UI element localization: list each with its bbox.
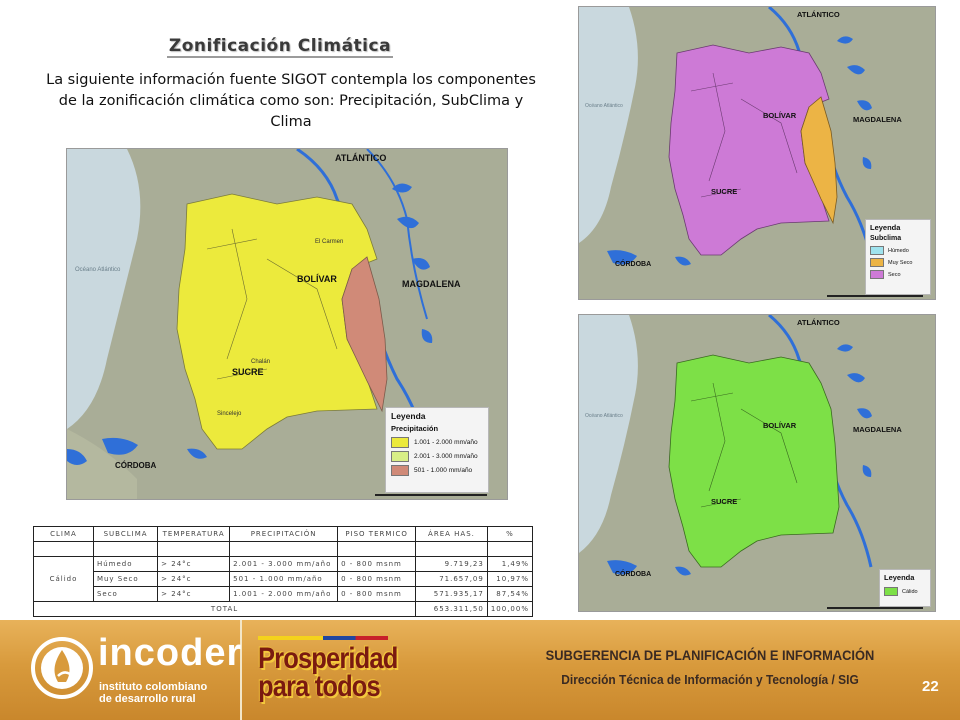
header-area: ÁREA HAS. (416, 527, 488, 542)
legend-item (391, 465, 483, 476)
slide-number: 22 (922, 678, 939, 695)
legend-item-label: 2.001 - 3.000 mm/año (414, 453, 478, 460)
footer-line1: SUBGERENCIA DE PLANIFICACIÓN E INFORMACIÓN (545, 647, 875, 663)
legend-item-label: Seco (888, 271, 901, 278)
cell-blank (487, 542, 532, 557)
subclima-legend (865, 219, 931, 295)
label-cordoba: CÓRDOBA (615, 261, 652, 268)
incoder-logo-icon (30, 636, 94, 700)
legend-item (391, 437, 483, 448)
slide-title (60, 36, 500, 56)
precipitation-legend-subtitle: Precipitación (391, 424, 439, 433)
incoder-subtitle-line1: instituto colombiano (99, 681, 208, 693)
footer-line2: Dirección Técnica de Información y Tecnología / SIG (561, 672, 859, 687)
legend-swatch (391, 465, 409, 476)
cell-temperatura: > 24°c (158, 572, 230, 587)
legend-item (870, 246, 926, 255)
cell-percent: 10,97% (487, 572, 532, 587)
label-ocean: Océano Atlántico (585, 103, 623, 109)
label-town-sincelejo: Sincelejo (217, 411, 242, 417)
incoder-wordmark: incoder (98, 632, 243, 674)
legend-swatch (870, 246, 884, 255)
precipitation-map (66, 148, 508, 500)
cell-total-percent: 100,00% (487, 602, 532, 617)
cell-blank (34, 542, 94, 557)
cell-blank (158, 542, 230, 557)
label-cordoba: CÓRDOBA (615, 571, 652, 578)
clima-map (578, 314, 936, 612)
table-row (34, 542, 533, 557)
legend-item-label: Muy Seco (888, 259, 913, 266)
legend-swatch (870, 270, 884, 279)
cell-area: 571.935,17 (416, 587, 488, 602)
cell-subclima: Muy Seco (93, 572, 157, 587)
clima-legend (879, 569, 931, 607)
legend-item-label: 1.001 - 2.000 mm/año (414, 439, 478, 446)
legend-swatch (870, 258, 884, 267)
footer-band (0, 620, 960, 720)
label-bolivar: BOLÍVAR (763, 111, 797, 120)
precipitation-legend (385, 407, 489, 493)
cell-precipitacion: 501 - 1.000 mm/año (230, 572, 338, 587)
cell-subclima: Seco (93, 587, 157, 602)
subclima-map (578, 6, 936, 300)
legend-item-label: 501 - 1.000 mm/año (414, 467, 473, 474)
cell-temperatura: > 24°c (158, 587, 230, 602)
label-ocean: Océano Atlántico (585, 413, 623, 419)
table-header-row (34, 527, 533, 542)
cell-piso-termico: 0 - 800 msnm (338, 572, 416, 587)
label-atlantico: ATLÁNTICO (797, 10, 840, 19)
legend-item (391, 451, 483, 462)
header-clima: CLIMA (34, 527, 94, 542)
cell-area: 71.657,09 (416, 572, 488, 587)
label-bolivar: BOLÍVAR (763, 421, 797, 430)
cell-blank (416, 542, 488, 557)
label-town-el-carmen: El Carmen (315, 239, 344, 245)
cell-blank (338, 542, 416, 557)
label-atlantico: ATLÁNTICO (797, 318, 840, 327)
header-piso-termico: PISO TERMICO (338, 527, 416, 542)
label-sucre: SUCRE (232, 367, 264, 377)
prosperidad-logo-line2: para todos (258, 670, 380, 703)
clima-legend-title: Leyenda (884, 573, 915, 582)
incoder-subtitle-line2: de desarrollo rural (99, 693, 196, 705)
slide-title-text: Zonificación Climática (168, 36, 392, 56)
legend-item (884, 587, 926, 596)
header-precipitacion: PRECIPITACIÓN (230, 527, 338, 542)
cell-total-area: 653.311,50 (416, 602, 488, 617)
cell-precipitacion: 2.001 - 3.000 mm/año (230, 557, 338, 572)
legend-item (870, 270, 926, 279)
header-temperatura: TEMPERATURA (158, 527, 230, 542)
cell-subclima: Húmedo (93, 557, 157, 572)
label-ocean: Océano Atlántico (75, 267, 121, 273)
precipitation-legend-title: Leyenda (391, 411, 426, 421)
table-total-row (34, 602, 533, 617)
label-bolivar: BOLÍVAR (297, 274, 337, 284)
prosperidad-logo-line1: Prosperidad (258, 642, 398, 675)
legend-swatch (391, 437, 409, 448)
table-row (34, 587, 533, 602)
legend-item-label: Húmedo (888, 247, 909, 254)
subclima-legend-title: Leyenda (870, 223, 901, 232)
cell-piso-termico: 0 - 800 msnm (338, 557, 416, 572)
cell-area: 9.719,23 (416, 557, 488, 572)
cell-percent: 87,54% (487, 587, 532, 602)
table-row (34, 557, 533, 572)
colombia-flag-stripe (258, 636, 388, 640)
legend-item-label: Cálido (902, 588, 918, 595)
legend-swatch (391, 451, 409, 462)
label-magdalena: MAGDALENA (853, 425, 902, 434)
cell-clima: Cálido (34, 557, 94, 602)
label-atlantico: ATLÁNTICO (335, 153, 387, 163)
legend-item (870, 258, 926, 267)
intro-text: La siguiente información fuente SIGOT contempla los componentes de la zonificación climática como son: Precipitación, SubClima y Clima (46, 72, 536, 130)
cell-temperatura: > 24°c (158, 557, 230, 572)
label-sucre: SUCRE (711, 497, 738, 506)
incoder-subtitle (99, 681, 207, 705)
clima-map-graphic (579, 315, 935, 611)
label-sucre: SUCRE (711, 187, 738, 196)
table-row (34, 572, 533, 587)
legend-swatch (884, 587, 898, 596)
cell-precipitacion: 1.001 - 2.000 mm/año (230, 587, 338, 602)
cell-piso-termico: 0 - 800 msnm (338, 587, 416, 602)
cell-percent: 1,49% (487, 557, 532, 572)
label-magdalena: MAGDALENA (402, 279, 461, 289)
label-magdalena: MAGDALENA (853, 115, 902, 124)
header-subclima: SUBCLIMA (93, 527, 157, 542)
cell-total-label: TOTAL (34, 602, 416, 617)
zonification-table (33, 526, 533, 617)
subclima-legend-subtitle: Subclima (870, 235, 902, 242)
label-town-chalan: Chalán (251, 359, 271, 365)
cell-blank (230, 542, 338, 557)
header-percent: % (487, 527, 532, 542)
cell-blank (93, 542, 157, 557)
label-cordoba: CÓRDOBA (115, 461, 157, 470)
